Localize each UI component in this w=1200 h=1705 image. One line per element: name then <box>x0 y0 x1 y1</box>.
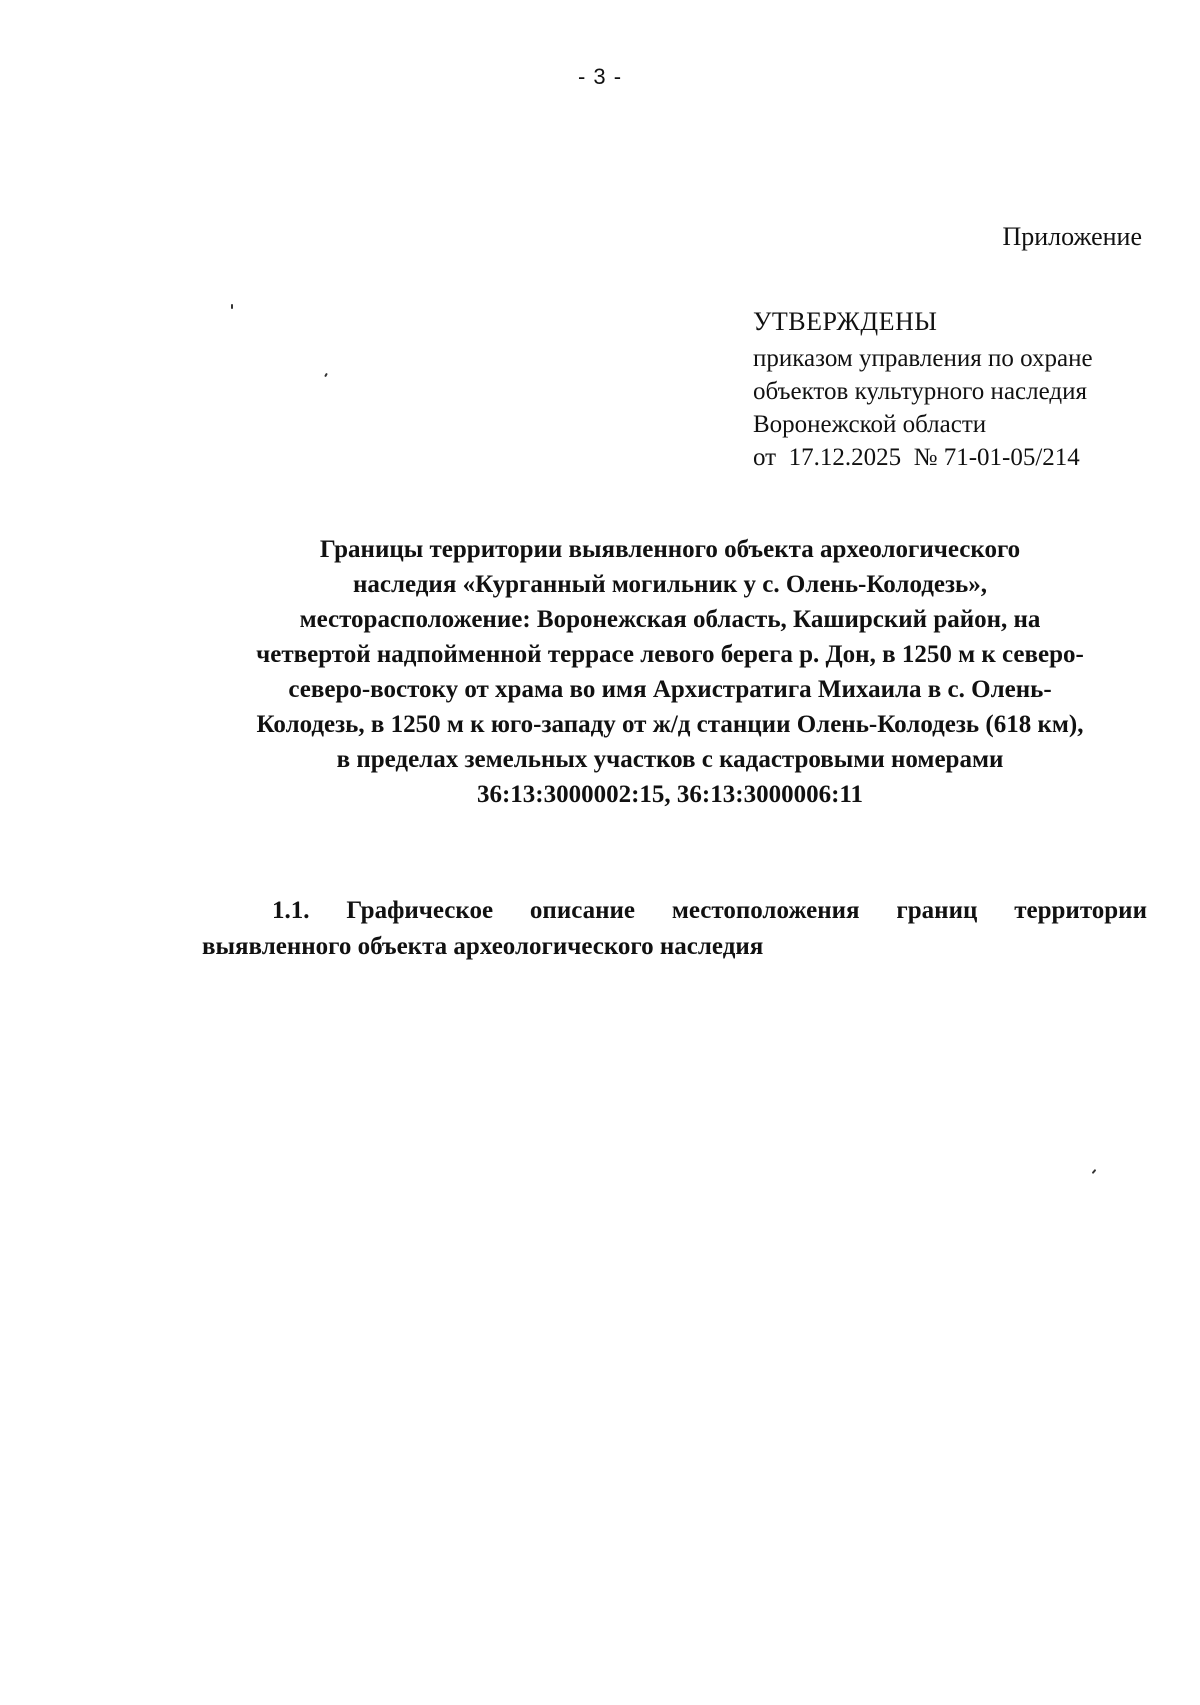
title-line: Границы территории выявленного объекта археологического <box>319 536 1021 563</box>
section-heading-line: 1.1. Графическое описание местоположения границ территории <box>272 897 1147 924</box>
approval-line: Воронежской области <box>753 411 987 438</box>
scan-speck <box>231 304 233 309</box>
page-number: - 3 - <box>577 64 623 89</box>
title-line: 36:13:3000002:15, 36:13:3000006:11 <box>476 781 864 808</box>
approval-line: приказом управления по охране <box>753 345 1093 372</box>
title-line: северо-востоку от храма во имя Архистратига Михаила в с. Олень- <box>288 676 1052 703</box>
approval-line: объектов культурного наследия <box>753 378 1087 405</box>
title-line: Колодезь, в 1250 м к юго-западу от ж/д станции Олень-Колодезь (618 км), <box>256 711 1084 738</box>
appendix-label: Приложение <box>1002 222 1142 251</box>
scan-speck <box>324 373 328 377</box>
approved-heading: УТВЕРЖДЕНЫ <box>753 307 938 336</box>
scan-speck <box>1092 1169 1097 1174</box>
section-heading-line: выявленного объекта археологического наследия <box>202 933 764 960</box>
title-line: в пределах земельных участков с кадастровыми номерами <box>336 746 1004 773</box>
approval-block <box>753 305 1093 474</box>
title-line: месторасположение: Воронежская область, Каширский район, на <box>299 606 1041 633</box>
order-date-number: от 17.12.2025 № 71-01-05/214 <box>753 444 1080 471</box>
title-line: наследия «Курганный могильник у с. Олень-Колодезь», <box>352 571 987 598</box>
document-title <box>190 532 1150 812</box>
section-heading <box>202 893 1147 965</box>
title-line: четвертой надпойменной террасе левого берега р. Дон, в 1250 м к северо- <box>256 641 1084 668</box>
